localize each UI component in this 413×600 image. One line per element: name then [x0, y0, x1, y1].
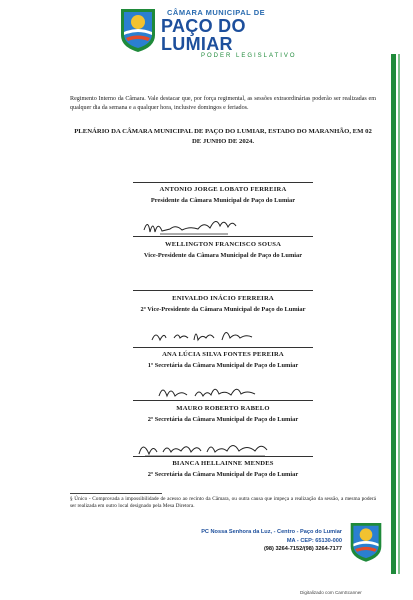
closing-statement: PLENÁRIO DA CÂMARA MUNICIPAL DE PAÇO DO LUMIAR, ESTADO DO MARANHÃO, EM 02 DE JUNHO DE 2024.	[74, 128, 372, 145]
signature-line	[133, 182, 313, 183]
handwritten-signature	[148, 322, 268, 348]
signature-block	[70, 402, 376, 432]
signer-role: 1º Secretária da Câmara Municipal de Paço do Lumiar	[147, 362, 299, 369]
footnote: § Único - Comprovada a impossibilidade de acesso ao recinto da Câmara, ou outra causa que impeça a realização da sessão, a mesma poderá ser realizada em outro local designado pela Mesa Diretora.	[70, 496, 376, 509]
signer-role: 2º Secretária da Câmara Municipal de Paço do Lumiar	[147, 471, 299, 478]
address-line2: MA - CEP: 65130-000	[286, 537, 342, 544]
chamber-logo-icon	[348, 519, 384, 563]
header-line3: PODER LEGISLATIVO	[201, 53, 297, 59]
chamber-logo-icon	[118, 5, 158, 53]
signature-block	[70, 292, 376, 322]
signature-block	[70, 180, 376, 210]
page-border-stripe-light	[398, 54, 400, 574]
signer-name: WELLINGTON FRANCISCO SOUSA	[164, 241, 282, 248]
scanner-watermark: Digitalizado com CamScanner	[300, 590, 362, 595]
signer-role: Presidente da Câmara Municipal de Paço do Lumiar	[150, 197, 296, 204]
signature-block	[70, 458, 376, 488]
address-phone: (98) 3264-7152/(98) 3264-7177	[263, 546, 342, 552]
signature-line	[133, 236, 313, 237]
header-line2: PAÇO DO LUMIAR	[161, 16, 246, 54]
signer-name: MAURO ROBERTO RABELO	[176, 405, 270, 412]
signature-line	[133, 456, 313, 457]
signature-line	[133, 347, 313, 348]
signature-block	[70, 238, 376, 268]
header-brand	[161, 8, 311, 59]
address-line1: PC Nossa Senhora da Luz, - Centro - Paço do Lumiar	[201, 529, 342, 535]
signature-line	[133, 400, 313, 401]
signer-name: ENIVALDO INÁCIO FERREIRA	[172, 295, 274, 302]
signature-block	[70, 349, 376, 379]
page-border-stripe	[391, 54, 396, 574]
signer-name: BIANCA HELLAINNE MENDES	[172, 460, 274, 467]
signature-line	[133, 290, 313, 291]
signer-role: Vice-Presidente da Câmara Municipal de Paço do Lumiar	[143, 252, 303, 259]
signer-name: ANTONIO JORGE LOBATO FERREIRA	[159, 186, 287, 193]
signer-name: ANA LÚCIA SILVA FONTES PEREIRA	[162, 351, 284, 358]
signer-role: 2º Vice-Presidente da Câmara Municipal de Paço do Lumiar	[140, 306, 306, 313]
footnote-divider	[70, 493, 162, 494]
address-block	[190, 528, 342, 554]
header-line1: CÂMARA MUNICIPAL DE	[167, 8, 266, 17]
signer-role: 2º Secretária da Câmara Municipal de Paço do Lumiar	[147, 416, 299, 423]
body-paragraph: Regimento Interno da Câmara. Vale destacar que, por força regimental, as sessões extraordinárias poderão ser realizadas em qualquer dia da semana e a qualquer hora, inclusive domingos e feriados.	[70, 96, 376, 111]
